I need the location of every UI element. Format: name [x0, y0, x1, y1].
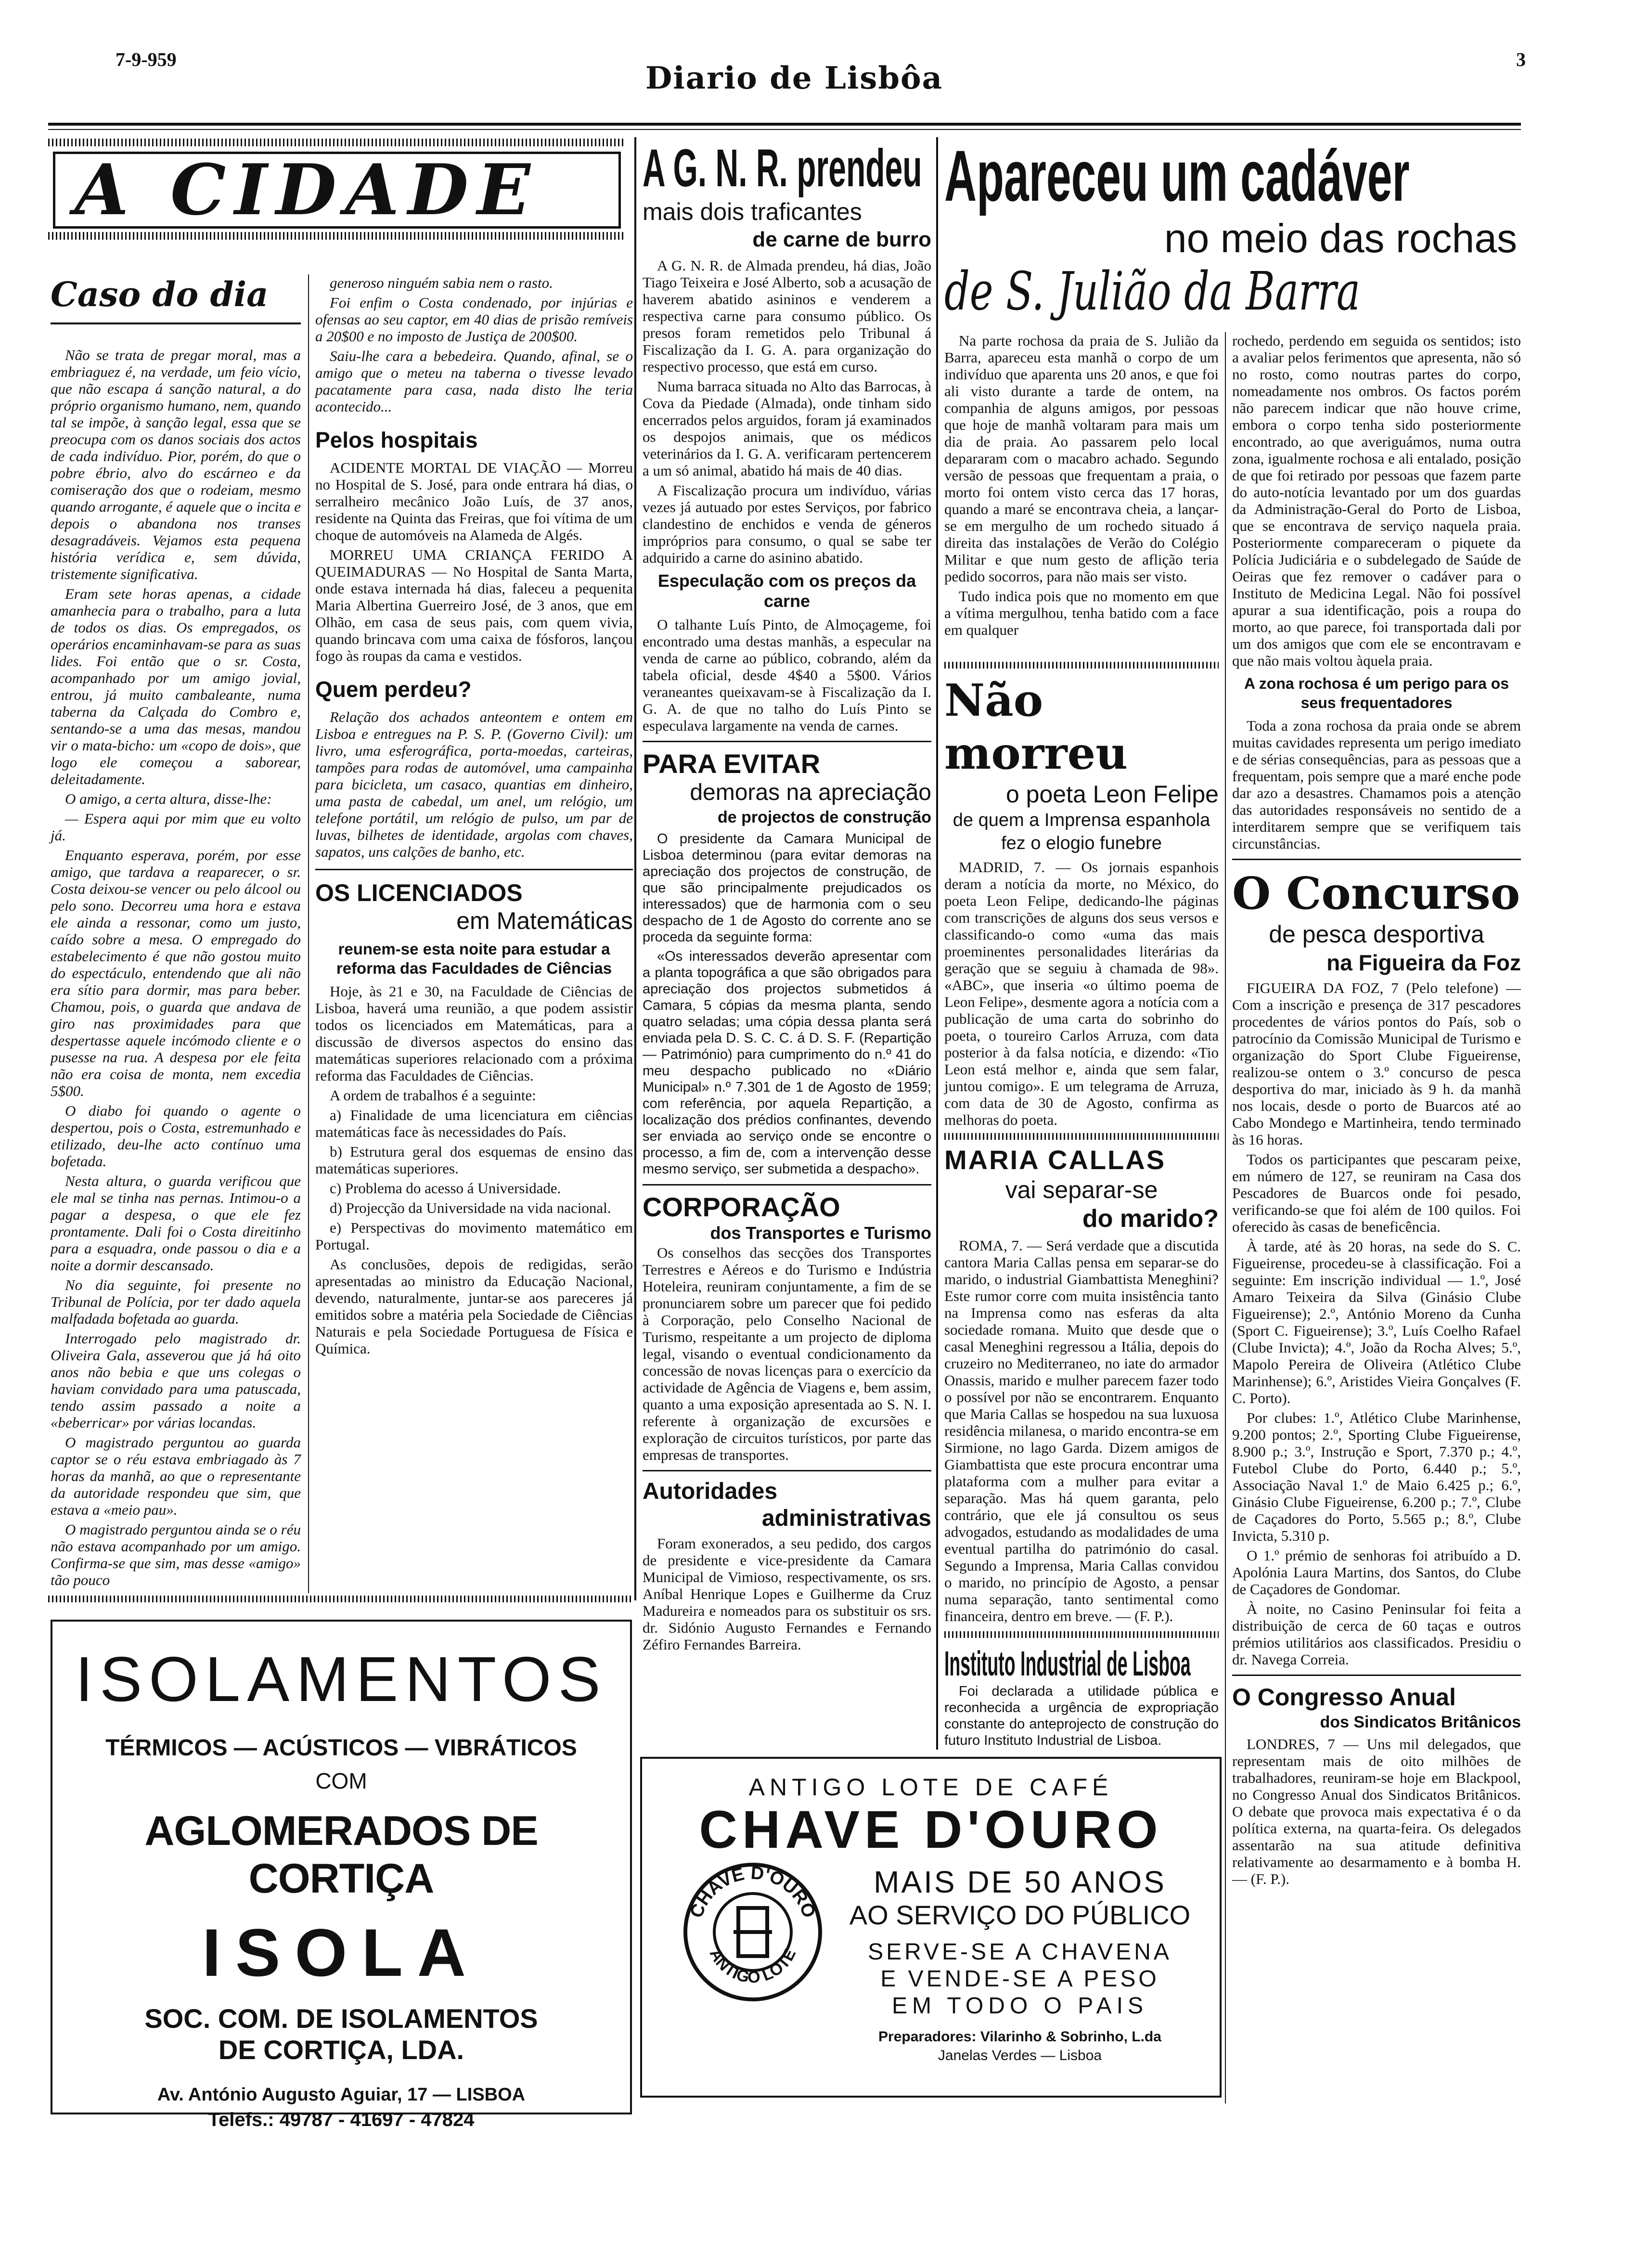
felipe-paragraph: MADRID, 7. — Os jornais espanhois deram a notícia da morte, no México, do poeta Leon Felipe, dedicando-lhe páginas com transcrições de alguns dos seus versos e classificando-o como «uma das mais proeminentes personalidades literárias da geração que se seguiu à chamada de 98». «ABC», que inseria «o último poema de Leon Felipe», desmente agora a notícia com a publicação de uma carta do sobrinho do poeta, o toureiro Carlos Arruza, com data posterior à da falsa notícia, e dizendo: «Tio Leon está melhor e, ainda que sem falar, juntou comigo». E um telegrama de Arruza, com data de 30 de Agosto, confirma as melhoras do poeta. — [944, 859, 1219, 1128]
ad-isola-line1: ISOLAMENTOS — [75, 1644, 607, 1714]
licenciados-title: OS LICENCIADOS — [315, 879, 523, 906]
cadaver-left-column — [944, 332, 1219, 641]
hospitais-paragraph: ACIDENTE MORTAL DE VIAÇÃO — Morreu no Hospital de S. José, para onde entrara há dias, o serralheiro mecânico João Luís, de 37 anos, residente na Quinta das Freiras, que foi vítima de um choque de automóveis na Alameda de Algés. — [315, 459, 633, 543]
cadaver-paragraph-right: rochedo, perdendo em seguida os sentidos; isto a avaliar pelos ferimentos que apresenta, não só no rosto, como noutras partes do corpo, nomeadamente nos ombros. Os factos porém não parecem indicar que não houve crime, embora o corpo tenha sido posteriormente encontrado, ao que averiguámos, numa outra zona, igualmente rochosa e ali entalado, posição de que foi retirado por pessoas que fazem parte do auto-notícia levantado por um dos guardas da Administração-Geral do Porto de Lisboa, que se encontrava de serviço naquela praia. Posteriormente compareceram o piquete da Polícia Judiciária e o subdelegado de Saúde de Oeiras que fez remover o cadáver para o Instituto de Medicina Legal. Não foi possível apurar a sua identificação, pois a roupa do morto, ao que parece, foi transportada dali por um dos amigos que com ele se encontravam e que não mais voltou àquela praia. — [1232, 332, 1521, 669]
cadaver-paragraph: Na parte rochosa da praia de S. Julião da Barra, apareceu esta manhã o corpo de um indivíduo que aparenta uns 20 anos, e que foi ali visto durante a tarde de ontem, na companhia de alguns amigos, por pessoas que hoje de manhã voltaram para mais um dia de praia. Ao passarem pelo local depararam com o macabro achado. Segundo versão de pessoas que frequentam a praia, o morto foi ontem visto cerca das 17 horas, quando a maré se encontrava cheia, a lançar-se em mergulho de um rochedo situado á direita das instalações de Verão do Colégio Militar e que num gesto de aflição teria pedido socorros, para não mais ser visto. — [944, 332, 1219, 585]
ad-chave-line9: Janelas Verdes — Lisboa — [938, 2048, 1102, 2063]
caso-paragraph: — Espera aqui por mim que eu volto já. — [51, 810, 301, 844]
callas-title: MARIA CALLAS — [944, 1145, 1166, 1175]
evitar-title: PARA EVITAR — [643, 748, 821, 779]
chave-seal — [681, 1860, 825, 2004]
licenciados-paragraph: c) Problema do acesso á Universidade. — [330, 1180, 561, 1197]
caso-paragraph: Interrogado pelo magistrado dr. Oliveira Gala, asseverou que já há oito anos não bebia e que uns colegas o haviam convidado para uma patuscada, tendo assim passado a noite a «beberricar» por várias locandas. — [51, 1330, 301, 1431]
concurso-title: O Concurso — [1232, 867, 1520, 919]
licenciados-paragraph: d) Projecção da Universidade na vida nacional. — [330, 1199, 611, 1216]
concurso-paragraph: Todos os participantes que pescaram peixe, em número de 127, se reuniram na Casa dos Pescadores de Buarcos onde foi pesado, verificando-se que foi além de 100 quilos. Foi oferecido às casas de beneficência. — [1232, 1151, 1521, 1235]
caso-continued-paragraph: Saiu-lhe cara a bebedeira. Quando, afinal, se o amigo que o meteu na taberna o tivesse levado pacatamente para casa, nada disto lhe teria acontecido... — [315, 348, 633, 415]
congresso-title: O Congresso Anual — [1232, 1684, 1456, 1711]
caso-paragraph: Enquanto esperava, porém, por esse amigo, que tardava a reaparecer, o sr. Costa deixou-se vencer ou pelo álcool ou pelo sono. Decorreu uma hora e estava ele ainda a ressonar, como um justo, caído sobre a mesa. O empregado do estabelecimento é que não gostou muito do espectáculo, entendendo que ali não era sítio para dormir, mas para beber. Chamou, pois, o guarda que andava de giro nas proximidades para que despertasse aquele incómodo cliente e o pusesse na rua. A despesa por ele feita não era coisa de monta, nem excedia 5$00. — [51, 847, 301, 1099]
gnr-paragraph: A G. N. R. de Almada prendeu, há dias, João Tiago Teixeira e José Alberto, sob a acusação de haverem abatido asininos e venderem a respectiva carne para consumo público. Os presos foram remetidos pelo Tribunal á Fiscalização da I. G. A. para organização do respectivo processo, que está em curso. — [643, 257, 931, 375]
gnr-paragraph: Numa barraca situada no Alto das Barrocas, à Cova da Piedade (Almada), onde tinham sido encerrados pelos arguidos, foram já examinados os despojos animais, que os médicos veterinários da I. G. A. verificaram pertencerem a um só animal, abatido há mais de 40 dias. — [643, 378, 931, 479]
felipe-deck1: de quem a Imprensa espanhola — [953, 810, 1210, 830]
congresso-paragraph: LONDRES, 7 — Uns mil delegados, que representam mais de oito milhões de trabalhadores, reuniram-se hoje em Blackpool, no Congresso Anual dos Sindicatos Britânicos. O debate que provoca mais expectativa é o da política externa, na quarta-feira. Os delegados assentarão na sua atitude definitiva relativamente ao desarmamento e à bomba H. — (F. P.). — [1232, 1736, 1521, 1887]
evitar-paragraph: O presidente da Camara Municipal de Lisboa determinou (para evitar demoras na apreciação dos projectos de construção, de que são principalmente prejudicados os interessados) que de harmonia com o seu despacho de 1 de Agosto do corrente ano se proceda da seguinte forma: — [643, 831, 931, 945]
callas-paragraph: ROMA, 7. — Será verdade que a discutida cantora Maria Callas pensa em separar-se do marido, o industrial Giambattista Meneghini? Este rumor corre com muita insistência tanto na Imprensa como nas esferas da alta sociedade romana. Muito que desde que o casal Meneghini regressou a Itália, depois do cruzeiro no Mediterraneo, no iate do armador Onassis, marido e mulher parecem fazer todo o possível por não se encontrarem. Enquanto que Maria Callas se hospedou na sua luxuosa residência milanesa, o marido encontra-se em Sirmione, no lago Garda. Dizem amigos de Giambattista que este procura encontrar uma plataforma com a mulher para evitar a separação. Mas há quem garanta, pelo contrário, que ele já consultou os seus advogados, estudando as modalidades de uma eventual partilha do património do casal. Segundo a Imprensa, Maria Callas convidou o marido, no princípio de Agosto, a pensar numa separação, tanto sentimental como financeira, dentro em breve. — (F. P.). — [944, 1237, 1219, 1624]
ad-isola-line2: TÉRMICOS — ACÚSTICOS — VIBRÁTICOS — [105, 1735, 577, 1761]
issue-date: 7-9-959 — [116, 49, 177, 70]
cadaver-paragraph: Tudo indica pois que no momento em que a vítima mergulhou, tenha batido com a face em qualquer — [944, 588, 1219, 638]
licenciados-paragraph: a) Finalidade de uma licenciatura em ciências matemáticas face às necessidades do País. — [315, 1107, 633, 1140]
autoridades-rule — [643, 1470, 931, 1471]
page-number: 3 — [1516, 49, 1526, 70]
licenciados-paragraph: Hoje, às 21 e 30, na Faculdade de Ciências de Lisboa, haverá uma reunião, a que podem assistir todos os licenciados em Matemáticas, para a discussão de diversos aspectos do ensino das matemáticas superiores relacionado com a próxima reforma das Faculdades de Ciências. — [315, 983, 633, 1084]
right-column — [1232, 332, 1521, 1890]
licenciados-rule — [315, 869, 633, 870]
caso-paragraph: Nesta altura, o guarda verificou que ele mal se tinha nas pernas. Intimou-o a pagar a despesa, o que ele fez prontamente. Dali foi o Costa direitinho para a esquadra, onde passou o dia e a noite a dormir descansado. — [51, 1173, 301, 1274]
ad-isola-line3: COM — [315, 1768, 367, 1793]
seal-bottom-text: ANTIGO LOTE — [706, 1946, 800, 1987]
gnr-column — [643, 140, 931, 1656]
ad-chave-line8: Preparadores: Vilarinho & Sobrinho, L.da — [878, 2029, 1161, 2045]
cidade-banner-box — [53, 149, 621, 231]
header-rule — [48, 123, 1521, 126]
caso-title: Caso do dia — [51, 274, 269, 314]
felipe-column — [944, 674, 1219, 1752]
congresso-deck: dos Sindicatos Britânicos — [1320, 1713, 1521, 1731]
ad-chave-text — [835, 1865, 1205, 2065]
concurso-deck: na Figueira da Foz — [1326, 950, 1521, 975]
licenciados-subtitle: em Matemáticas — [456, 907, 633, 934]
gnr-deck: de carne de burro — [752, 228, 931, 251]
instituto-title: Instituto Industrial de Lisboa — [944, 1645, 1191, 1683]
caso-continued-paragraph: Foi enfim o Costa condenado, por injúrias e ofensas ao seu captor, em 40 dias de prisão remíveis a 20$00 e no imposto de Justiça de 200$00. — [315, 294, 633, 345]
cadaver-title: Apareceu um cadáver — [944, 135, 1410, 216]
ad-chave-line1: ANTIGO LOTE DE CAFÉ — [748, 1774, 1113, 1801]
caso-paragraph: O amigo, a certa altura, disse-lhe: — [65, 790, 272, 807]
autoridades-title: Autoridades — [643, 1479, 778, 1504]
ad-isola-line8: Av. António Augusto Aguiar, 17 — LISBOA — [157, 2085, 526, 2105]
concurso-paragraph: FIGUEIRA DA FOZ, 7 (Pelo telefone) — Com a inscrição e presença de 317 pescadores procedentes de vários pontos do País, sob o patrocínio da Comissão Municipal de Turismo e organização do Sport Clube Figueirense, realizou-se ontem o 3.º concurso de pesca desportiva do mar, iniciado às 9 h. da manhã nos locais, desde o porto de Buarcos até ao Cabo Mondego e Martinheira, tendo terminado às 16 horas. — [1232, 979, 1521, 1148]
caso-continued-paragraph: generoso ninguém sabia nem o rasto. — [330, 274, 553, 291]
ad-isola-line4: AGLOMERADOS DE CORTIÇA — [144, 1808, 538, 1902]
licenciados-paragraph: e) Perspectivas do movimento matemático em Portugal. — [315, 1219, 633, 1253]
felipe-title: Não morreu — [944, 674, 1128, 779]
especulacao-title: Especulação com os preços da carne — [657, 571, 916, 611]
ad-chave-line7: EM TODO O PAIS — [891, 1993, 1148, 2019]
concurso-rule — [1232, 859, 1521, 860]
autoridades-paragraph: Foram exonerados, a seu pedido, dos cargos de presidente e vice-presidente da Camara Municipal de Vimioso, respectivamente, os srs. Aníbal Henrique Lopes e Guilherme da Cruz Madureira e nomeados para os substituir os srs. dr. Sidónio Augusto Fernandes e Fernando Zéfiro Fernandes Barreira. — [643, 1535, 931, 1653]
hospitais-paragraph: MORREU UMA CRIANÇA FERIDO A QUEIMADURAS — No Hospital de Santa Marta, onde estava internada há dias, faleceu a pequenita Maria Albertina Guerreiro José, de 3 anos, que em Olhão, em casa de seus pais, com quem vivia, quando brincava com uma caixa de fósforos, lançou fogo às roupas da cama e vestidos. — [315, 546, 633, 664]
column-divider — [308, 274, 309, 1593]
evitar-subtitle: demoras na apreciação — [690, 780, 931, 805]
ad-chave-line3: MAIS DE 50 ANOS — [874, 1865, 1166, 1899]
callas-hatch — [944, 1133, 1219, 1140]
licenciados-paragraph: A ordem de trabalhos é a seguinte: — [330, 1087, 536, 1104]
autoridades-deck: administrativas — [761, 1506, 931, 1531]
column-divider — [936, 137, 938, 1750]
ad-isola-line9: Telefs.: 49787 - 41697 - 47824 — [208, 2109, 475, 2130]
evitar-paragraph: «Os interessados deverão apresentar com a planta topográfica a que são obrigados para apreciação dos projectos submetidos á Camara, 5 cópias da mesma planta, sendo quatro seladas; uma cópia dessa planta será enviada pela D. S. C. C. á D. S. F. (Repartição — Património) para cumprimento do n.º 41 do meu despacho publicado no «Diário Municipal» n.º 7.301 de 1 de Agosto de 1959; com referência, por aquela Repartição, a localização dos prédios confinantes, devendo ser enviada ao serviço onde se encontre o processo, a fim de, com a intervenção desse mesmo serviço, ser submetida a despacho». — [643, 949, 931, 1177]
especulacao-paragraph: O talhante Luís Pinto, de Almoçageme, foi encontrado uma destas manhãs, a especular na venda de carne ao público, cobrando, além da tabela oficial, desde 4$40 a 5$00. Vários veraneantes queixavam-se à Fiscalização da I. G. A. de que no talho do Luís Pinto se especulava largamente na venda de carnes. — [643, 616, 931, 734]
cidade-hatch-bottom — [48, 232, 626, 240]
ad-chave-line2: CHAVE D'OURO — [699, 1800, 1163, 1859]
corporacao-paragraph: Os conselhos das secções dos Transportes Terrestres e Aéreos e do Turismo e Indústria Hoteleira, reuniram conjuntamente, a fim de se pronunciarem sobre um parecer que foi pedido à Corporação, pelo Conselho Nacional de Turismo, respeitante a um projecto de diploma legal, visando o eventual condicionamento da concessão de novas licenças para o exercício da actividade de Agência de Viagens e, bem assim, quanto a uma exposição apresentada ao S. N. I. referente à organização de excursões e exploração de circuitos turísticos, por parte das empresas de transportes. — [643, 1244, 931, 1463]
column-divider — [1225, 332, 1226, 2103]
ad-isola-line6: SOC. COM. DE ISOLAMENTOS — [144, 2003, 538, 2034]
rochosa-title: A zona rochosa é um perigo para os seus frequentadores — [1244, 675, 1509, 711]
cidade-hatch-top — [48, 139, 626, 146]
seal-top-text: CHAVE D'OURO — [686, 1863, 820, 1921]
caso-paragraph: Eram sete horas apenas, a cidade amanhecia para o trabalho, para a luta de todos os dias. Os empregados, os operários encaminhavam-se para as suas lides. Foi então que o sr. Costa, acompanhado por um amigo jovial, entrou, já muito cambaleante, numa taberna da Calçada do Combro e, sentando-se a uma das mesas, mandou vir o mata-bicho: um «copo de dois», que logo ele começou a saborear, deleitadamente. — [51, 585, 301, 787]
caso-underline — [51, 322, 301, 324]
section-title: A CIDADE — [75, 149, 539, 231]
ad-chave-line4: AO SERVIÇO DO PÚBLICO — [849, 1900, 1191, 1930]
masthead: Diario de Lisbôa — [645, 60, 943, 96]
congresso-rule — [1232, 1675, 1521, 1676]
header-rule-thin — [48, 129, 1521, 130]
licenciados-paragraph: b) Estrutura geral dos esquemas de ensino das matemáticas superiores. — [315, 1143, 633, 1177]
callas-deck: do marido? — [1082, 1205, 1219, 1233]
corporacao-rule — [643, 1184, 931, 1186]
caso-paragraph: No dia seguinte, foi presente no Tribunal de Polícia, por ter dado aquela malfadada bofetada ao guarda. — [51, 1276, 301, 1327]
caso-body — [51, 347, 301, 1591]
caso-paragraph: Não se trata de pregar moral, mas a embriaguez é, na verdade, um feio vício, que não escapa á sanção natural, a do próprio organismo humano, nem, quando tal se impõe, à sanção legal, essa que se preocupa com os danos sociais dos actos de cada indivíduo. Pior, porém, do que o pobre ébrio, alvo do escárneo e da comiseração dos que o rodeiam, mesmo quando arrogante, é aquele que o incita e depois o abandona nos transes desagradáveis. Vejamos esta pequena história verídica e, sem dúvida, tristemente significativa. — [51, 347, 301, 582]
svg-text:ANTIGO LOTE — [706, 1946, 799, 1987]
felipe-hatch — [944, 662, 1219, 669]
gnr-paragraph: A Fiscalização procura um indivíduo, várias vezes já autuado por estes Serviços, por fabrico clandestino de enchidos e venda de géneros impróprios para consumo, o qual se sabe ter adquirido a carne do asinino abatido. — [643, 482, 931, 566]
instituto-hatch — [944, 1631, 1219, 1638]
svg-text:CHAVE D'OURO — [686, 1863, 820, 1920]
chave-seal-icon — [681, 1860, 825, 2004]
gnr-title: A G. N. R. prendeu — [643, 139, 922, 198]
perdeu-title: Quem perdeu? — [315, 677, 472, 702]
concurso-subtitle: de pesca desportiva — [1269, 921, 1484, 948]
evitar-rule — [643, 741, 931, 742]
caso-paragraph: O magistrado perguntou ainda se o réu não estava acompanhado por um amigo. Confirma-se que sim, mas desse «amigo» tão pouco — [51, 1521, 301, 1588]
concurso-paragraph: Por clubes: 1.º, Atlético Clube Marinhense, 9.200 pontos; 2.º, Sporting Clube Figueirense, 8.900 p.; 3.º, Instrução e Sport, 7.370 p.; 4.º, Futebol Clube do Porto, 6.440 p.; 5.º, Associação Naval 1.º de Maio 6.425 p.; 6.º, Ginásio Clube Figueirense, 6.200 p.; 7.º, Clube de Caçadores do Porto, 5.565 p.; 8.º, Clube Invicta, 5.310 p. — [1232, 1409, 1521, 1544]
column-divider — [634, 137, 636, 1600]
corporacao-deck: dos Transportes e Turismo — [710, 1223, 931, 1243]
concurso-paragraph: O 1.º prémio de senhoras foi atribuído a D. Apolónia Laura Martins, dos Santos, do Clube de Caçadores de Gondomar. — [1232, 1547, 1521, 1598]
rochosa-paragraph: Toda a zona rochosa da praia onde se abrem muitas cavidades representa um perigo imediato e de sérias consequências, para as pessoas que a frequentam, pois sempre que a maré enche pode dar azo a desastres. Chamamos pois a atenção das autoridades responsáveis no sentido de a interditarem sempre que se verifiquem tais circunstâncias. — [1232, 717, 1521, 852]
licenciados-deck: reunem-se esta noite para estudar a reforma das Faculdades de Ciências — [336, 940, 612, 977]
ad-chave-douro — [640, 1757, 1222, 2098]
cadaver-headline — [944, 137, 1517, 320]
cidade-hatch-footer — [48, 1596, 633, 1602]
ad-chave-line6: E VENDE-SE A PESO — [880, 1966, 1159, 1992]
ad-chave-line5: SERVE-SE A CHAVENA — [868, 1939, 1172, 1965]
felipe-deck2: fez o elogio funebre — [1001, 833, 1162, 853]
instituto-paragraph: Foi declarada a utilidade pública e reconhecida a urgência de expropriação constante do anteprojecto de construção do futuro Instituto Industrial de Lisboa. — [944, 1684, 1219, 1748]
ad-isola-line7: DE CORTIÇA, LDA. — [218, 2035, 464, 2065]
cadaver-place: de S. Julião da Barra — [944, 260, 1361, 322]
hospitais-title: Pelos hospitais — [315, 427, 478, 452]
caso-paragraph: O magistrado perguntou ao guarda captor se o réu estava embriagado às 7 horas da manhã, ao que o representante da autoridade respondeu que sim, que estava a «meio pau». — [51, 1434, 301, 1518]
felipe-subtitle: o poeta Leon Felipe — [1005, 781, 1219, 808]
caso-paragraph: O diabo foi quando o agente o despertou, pois o Costa, estremunhado e etilizado, deu-lhe acto contínuo uma bofetada. — [51, 1102, 301, 1170]
callas-subtitle: vai separar-se — [1005, 1176, 1158, 1203]
corporacao-title: CORPORAÇÃO — [643, 1192, 840, 1222]
concurso-paragraph: À noite, no Casino Peninsular foi feita a distribuição de cerca de 60 taças e outros prémios utilitários aos classificados. Presidiu o dr. Navega Correia. — [1232, 1600, 1521, 1668]
ad-isola-line5: ISOLA — [202, 1915, 480, 1990]
gnr-subtitle: mais dois traficantes — [643, 198, 862, 225]
concurso-paragraph: À tarde, até às 20 horas, na sede do S. C. Figueirense, procedeu-se à classificação. Foi a seguinte: Em inscrição individual — 1.º, José Amaro Teixeira da Silva (Ginásio Clube Figueirense); 2.º, António Moreno da Cunha (Sport C. Figueirense); 3.º, Luís Coelho Rafael (Clube Invicta); 4.º, João da Rocha Alves; 5.º, Mapolo Pereira de Oliveira (Atlético Clube Marinhense); 6.º, Aristides Vieira Gonçalves (F. C. Porto). — [1232, 1238, 1521, 1406]
perdeu-paragraph: Relação dos achados anteontem e ontem em Lisboa e entregues na P. S. P. (Governo Civil): um livro, uma esferográfica, porta-moedas, carteiras, tampões para rodas de automóvel, uma campainha para bicicleta, um casaco, quantias em dinheiro, uma pasta de cabedal, um anel, um relógio, um telefone portátil, um relógio de pulso, um par de luvas, bilhetes de identidade, argolas com chaves, sapatos, uns calções de banho, etc. — [315, 709, 633, 860]
ad-isola — [51, 1620, 632, 2130]
cidade-right-column — [315, 274, 633, 1360]
licenciados-paragraph: As conclusões, depois de redigidas, serão apresentadas ao ministro da Educação Nacional, devendo, naturalmente, juntar-se aos pareceres já emitidos sobre a matéria pela Sociedade de Ciências Naturais e pela Sociedade Portuguesa de Física e Química. — [315, 1256, 633, 1357]
evitar-deck: de projectos de construção — [718, 808, 931, 826]
cadaver-subtitle: no meio das rochas — [1164, 216, 1517, 261]
